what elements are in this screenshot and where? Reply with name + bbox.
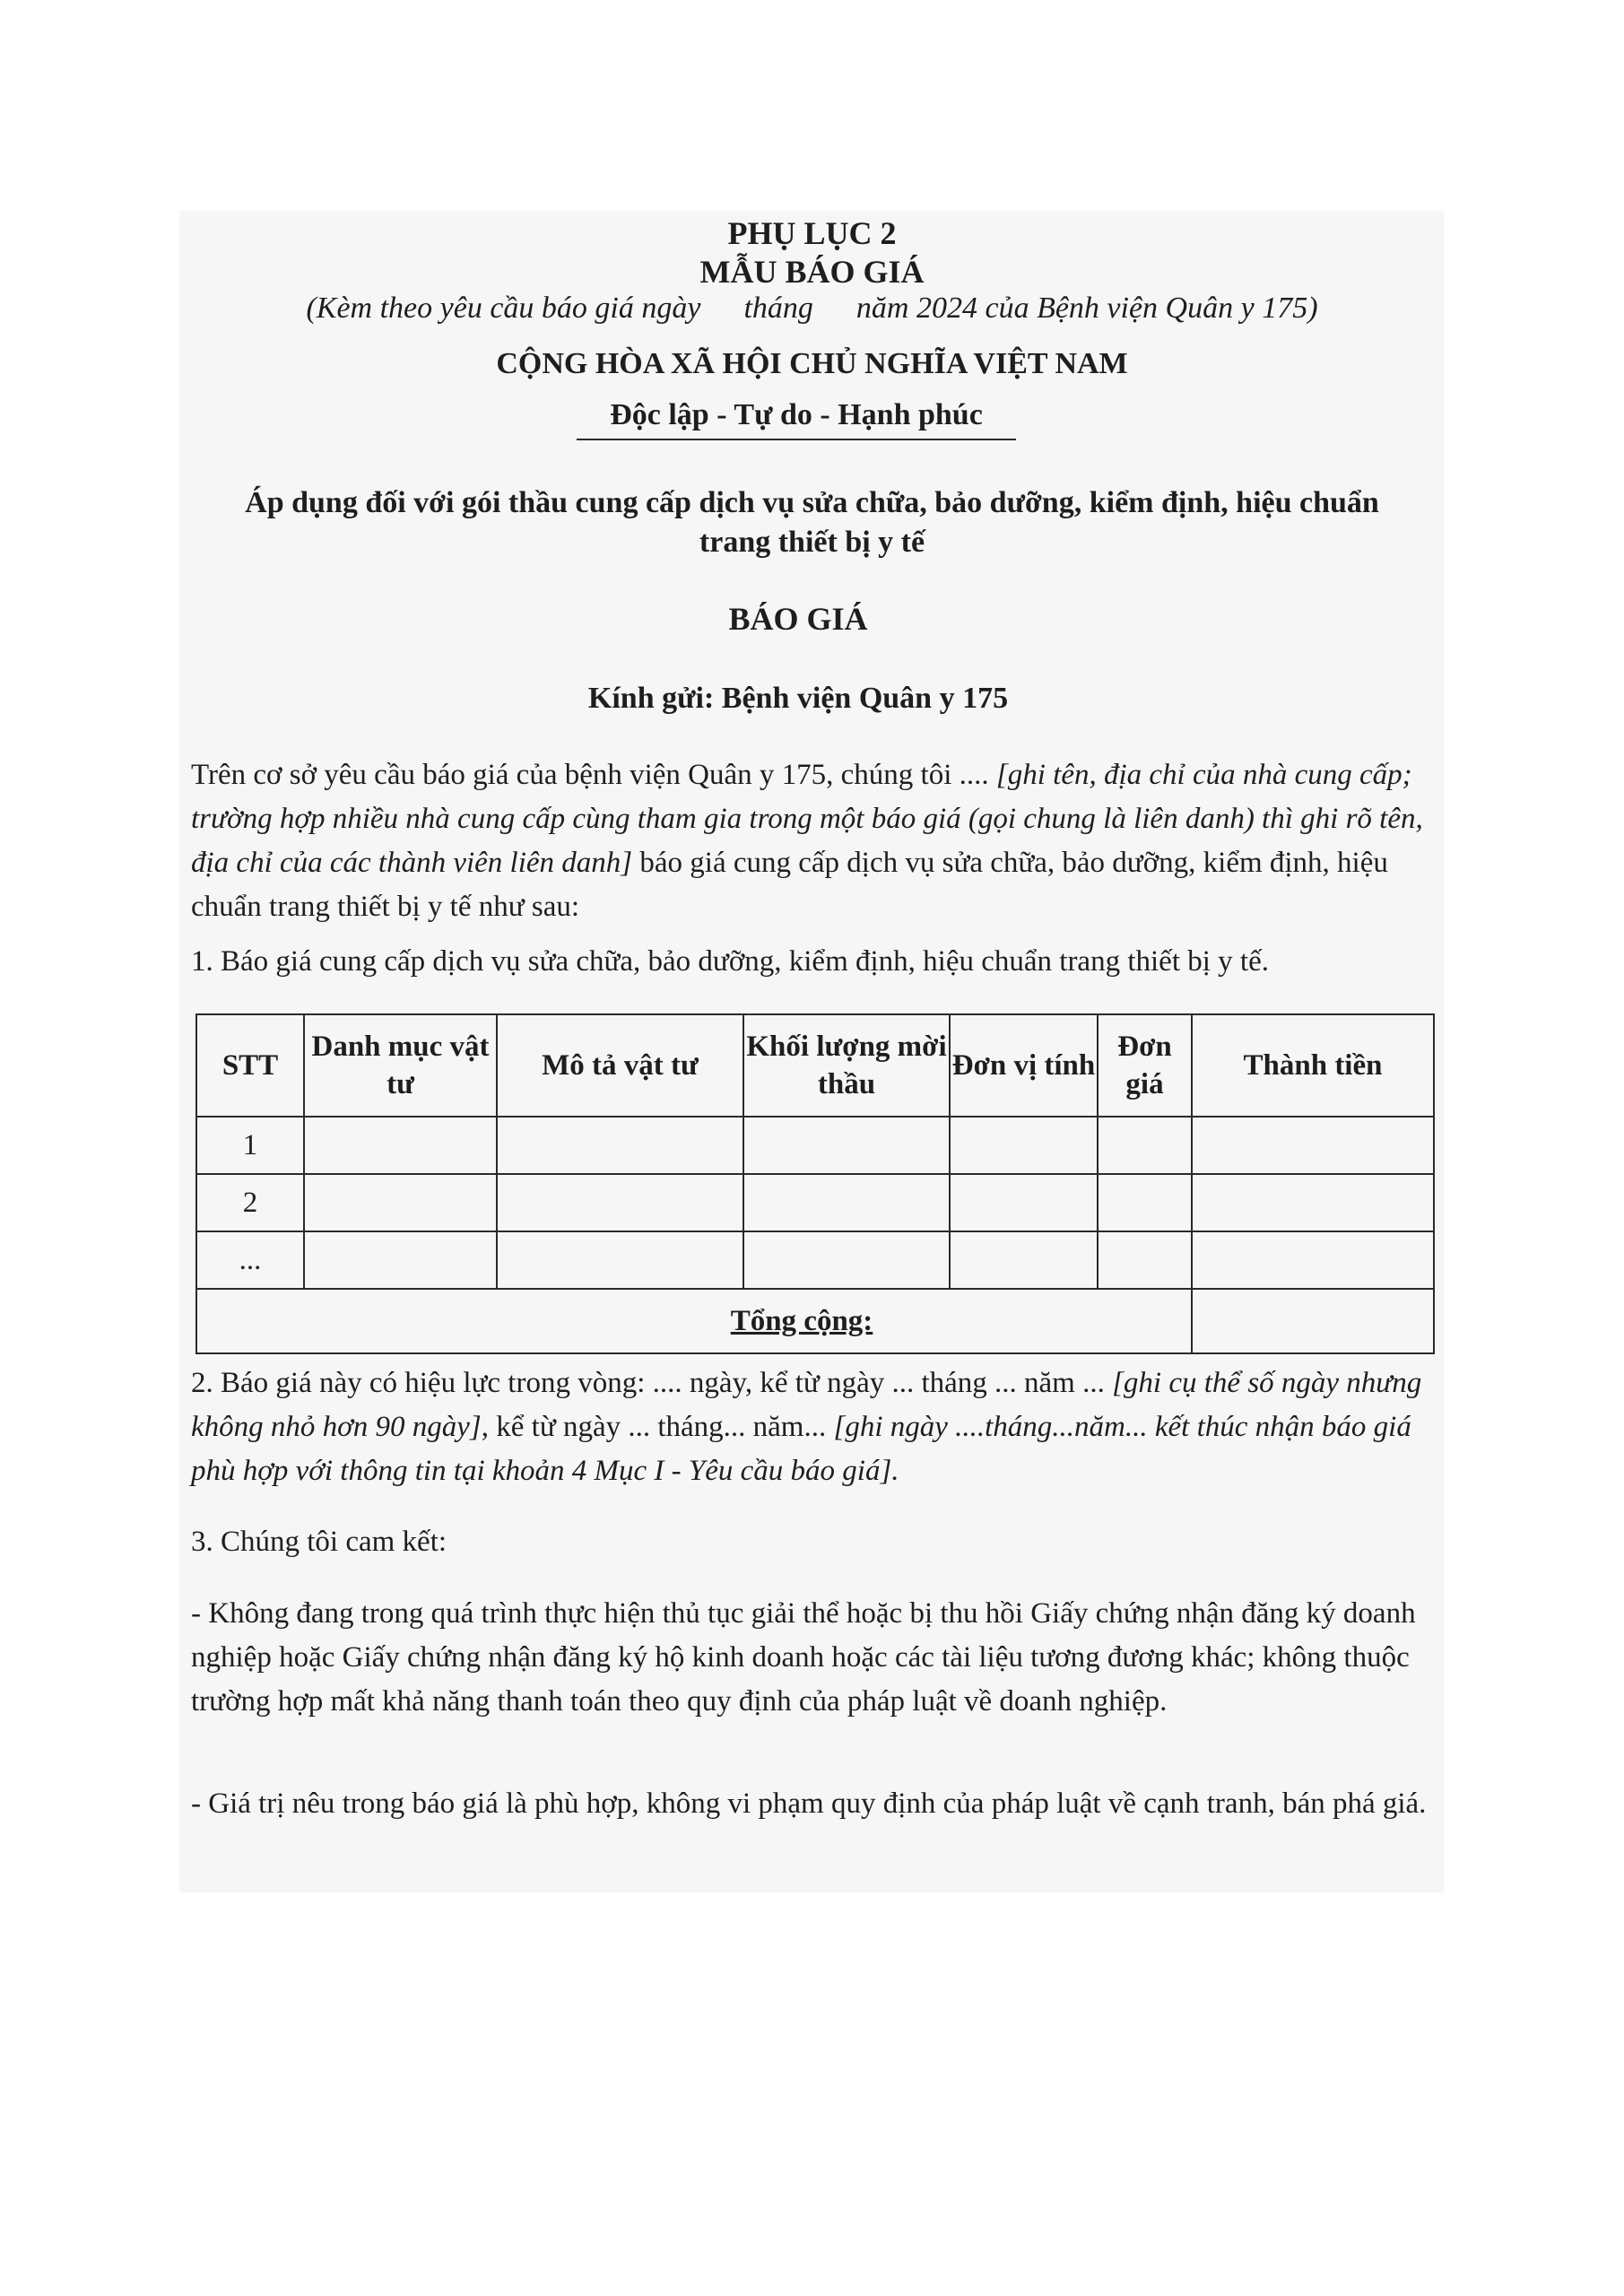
row-cell xyxy=(497,1117,743,1174)
table-row xyxy=(196,1231,1434,1289)
attached-note xyxy=(0,290,1624,327)
header-item: Danh mục vật tư xyxy=(304,1014,497,1117)
row-cell xyxy=(743,1174,950,1231)
section-2-note-2: [ghi ngày ....tháng...năm... kết thúc nhận báo giá phù hợp với thông tin tại khoản 4 Mục I - Yêu cầu báo giá]. xyxy=(191,1411,1411,1487)
table-header-row xyxy=(196,1014,1434,1117)
commitment-2: - Giá trị nêu trong báo giá là phù hợp, không vi phạm quy định của pháp luật về cạnh tranh, bán phá giá. xyxy=(191,1787,1427,1820)
section-2-text-c: , kể từ ngày ... tháng... năm... xyxy=(481,1411,834,1443)
row-cell xyxy=(950,1174,1098,1231)
row-stt: ... xyxy=(196,1231,304,1289)
header-unit: Đơn vị tính xyxy=(950,1014,1098,1117)
doc-title: BÁO GIÁ xyxy=(728,601,868,637)
section-2-note-1: [ghi cụ thể số ngày nhưng không nhỏ hơn 90 ngày] xyxy=(191,1367,1422,1443)
form-title: MẪU BÁO GIÁ xyxy=(699,254,925,290)
scope-line-1: Áp dụng đối với gói thầu cung cấp dịch vụ sửa chữa, bảo dưỡng, kiểm định, hiệu chuẩn xyxy=(245,486,1379,519)
intro-paragraph xyxy=(191,753,1437,929)
quote-table xyxy=(195,1013,1435,1354)
table-row xyxy=(196,1117,1434,1174)
header-stt: STT xyxy=(196,1014,304,1117)
intro-text-c: báo giá cung cấp dịch vụ sửa chữa, bảo dưỡng, kiểm định, hiệu chuẩn trang thiết bị y tế như sau: xyxy=(191,847,1388,923)
appendix-title: PHỤ LỤC 2 xyxy=(727,215,897,251)
table-row xyxy=(196,1174,1434,1231)
commitment-1: - Không đang trong quá trình thực hiện thủ tục giải thể hoặc bị thu hồi Giấy chứng nhận đăng ký doanh nghiệp hoặc Giấy chứng nhận đăng ký hộ kinh doanh hoặc các tài liệu tương đương khác; không thuộc trường hợp mất khả năng thanh toán theo quy định của pháp luật về doanh nghiệp. xyxy=(191,1597,1416,1718)
row-cell xyxy=(950,1231,1098,1289)
attached-note-month: tháng xyxy=(743,291,813,325)
nation-title: CỘNG HÒA XÃ HỘI CHỦ NGHĨA VIỆT NAM xyxy=(496,347,1128,380)
row-cell xyxy=(304,1174,497,1231)
row-cell xyxy=(304,1231,497,1289)
header-qty: Khối lượng mời thầu xyxy=(743,1014,950,1117)
row-cell xyxy=(497,1174,743,1231)
recipient: Kính gửi: Bệnh viện Quân y 175 xyxy=(587,682,1009,715)
row-cell xyxy=(1192,1117,1434,1174)
total-value-cell xyxy=(1192,1289,1434,1353)
total-label-cell xyxy=(196,1289,1192,1353)
row-cell xyxy=(1098,1117,1192,1174)
header-price: Đơn giá xyxy=(1098,1014,1192,1117)
row-cell xyxy=(1098,1174,1192,1231)
row-cell xyxy=(743,1117,950,1174)
table-total-row xyxy=(196,1289,1434,1353)
scope-line-2: trang thiết bị y tế xyxy=(699,526,925,559)
attached-note-suffix: năm 2024 của Bệnh viện Quân y 175) xyxy=(855,291,1318,325)
header-desc: Mô tả vật tư xyxy=(497,1014,743,1117)
attached-note-prefix: (Kèm theo yêu cầu báo giá ngày xyxy=(306,291,701,325)
row-cell xyxy=(304,1117,497,1174)
row-stt: 1 xyxy=(196,1117,304,1174)
header-amount: Thành tiền xyxy=(1192,1014,1434,1117)
motto: Độc lập - Tự do - Hạnh phúc xyxy=(610,398,983,431)
row-cell xyxy=(1192,1174,1434,1231)
section-2-text-a: 2. Báo giá này có hiệu lực trong vòng: .... ngày, kể từ ngày ... tháng ... năm ... xyxy=(191,1367,1113,1399)
section-3-title: 3. Chúng tôi cam kết: xyxy=(191,1526,447,1558)
intro-text-a: Trên cơ sở yêu cầu báo giá của bệnh viện Quân y 175, chúng tôi .... xyxy=(191,759,996,791)
row-cell xyxy=(950,1117,1098,1174)
row-cell xyxy=(1192,1231,1434,1289)
row-stt: 2 xyxy=(196,1174,304,1231)
row-cell xyxy=(1098,1231,1192,1289)
total-label: Tổng cộng: xyxy=(730,1304,873,1337)
section-1-title: 1. Báo giá cung cấp dịch vụ sửa chữa, bảo dưỡng, kiểm định, hiệu chuẩn trang thiết bị y tế. xyxy=(191,945,1269,978)
row-cell xyxy=(743,1231,950,1289)
row-cell xyxy=(497,1231,743,1289)
section-2-paragraph xyxy=(191,1361,1437,1493)
motto-underline xyxy=(577,439,1016,440)
intro-note: [ghi tên, địa chỉ của nhà cung cấp; trường hợp nhiều nhà cung cấp cùng tham gia trong một báo giá (gọi chung là liên danh) thì ghi rõ tên, địa chỉ của các thành viên liên danh] xyxy=(191,759,1423,879)
